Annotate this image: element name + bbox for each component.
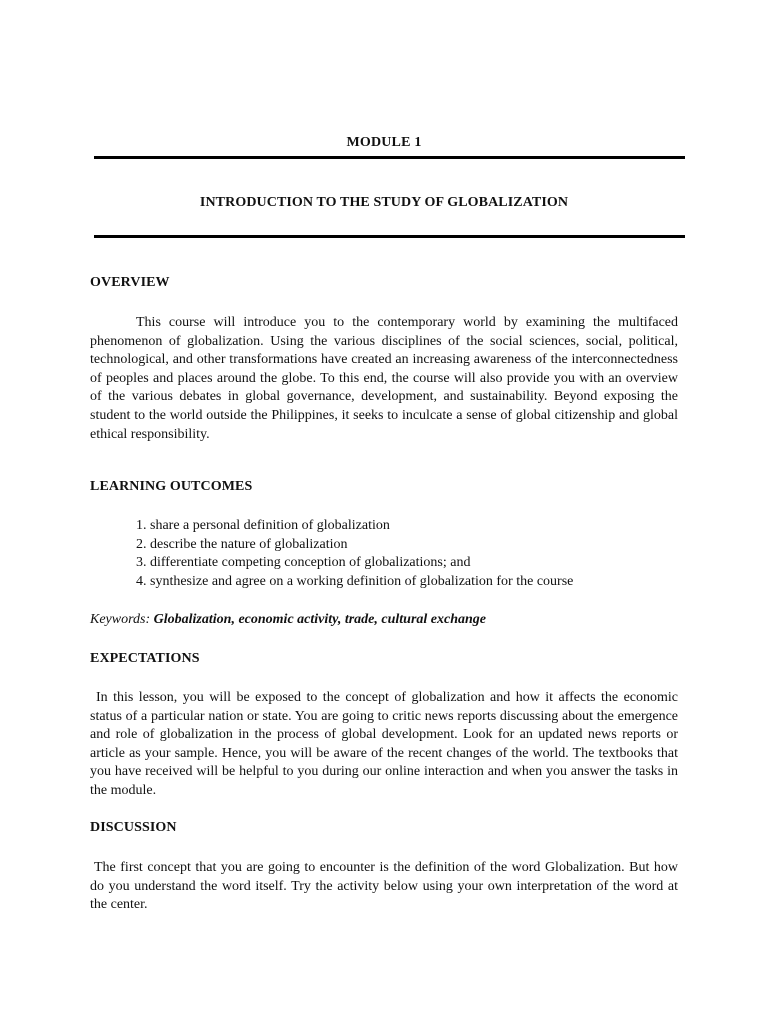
- learning-outcomes-list: [136, 517, 573, 591]
- list-item: 2. describe the nature of globalization: [136, 536, 348, 552]
- list-item: 3. differentiate competing conception of globalizations; and: [136, 555, 471, 571]
- keywords-line: [90, 612, 486, 628]
- learning-outcomes-heading: LEARNING OUTCOMES: [90, 479, 253, 494]
- top-rule: [94, 156, 685, 159]
- discussion-paragraph: The first concept that you are going to encounter is the definition of the word Globalization. But how do you understand the word itself. Try the activity below using your own interpretation of the word at the center.: [90, 860, 678, 913]
- list-item: 4. synthesize and agree on a working definition of globalization for the course: [136, 573, 574, 589]
- overview-heading: OVERVIEW: [90, 275, 170, 290]
- discussion-heading: DISCUSSION: [90, 820, 177, 835]
- keywords-label: Keywords:: [90, 612, 151, 627]
- module-label: MODULE 1: [346, 135, 422, 150]
- expectations-paragraph: In this lesson, you will be exposed to the concept of globalization and how it affects the economic status of a particular nation or state. You are going to critic news reports discussing about the emergence and role of globalization in the process of global development. Look for an updated news reports or article as your sample. Hence, you will be aware of the recent changes of the world. The textbooks that you have received will be helpful to you during our online interaction and when you answer the tasks in the module.: [90, 690, 678, 798]
- page-title: INTRODUCTION TO THE STUDY OF GLOBALIZATION: [199, 195, 569, 210]
- overview-paragraph: This course will introduce you to the contemporary world by examining the multifaced phenomenon of globalization. Using the various disciplines of the social sciences, social, political, technological, and other transformations have created an increasing awareness of the interconnectedness of peoples and places around the globe. To this end, the course will also provide you with an overview of the various debates in global governance, development, and sustainability. Beyond exposing the student to the world outside the Philippines, it seeks to inculcate a sense of global citizenship and global ethical responsibility.: [90, 315, 678, 442]
- list-item: 1. share a personal definition of globalization: [136, 518, 390, 533]
- bottom-rule: [94, 235, 685, 238]
- expectations-heading: EXPECTATIONS: [90, 651, 200, 666]
- keywords-values: Globalization, economic activity, trade, cultural exchange: [153, 612, 487, 627]
